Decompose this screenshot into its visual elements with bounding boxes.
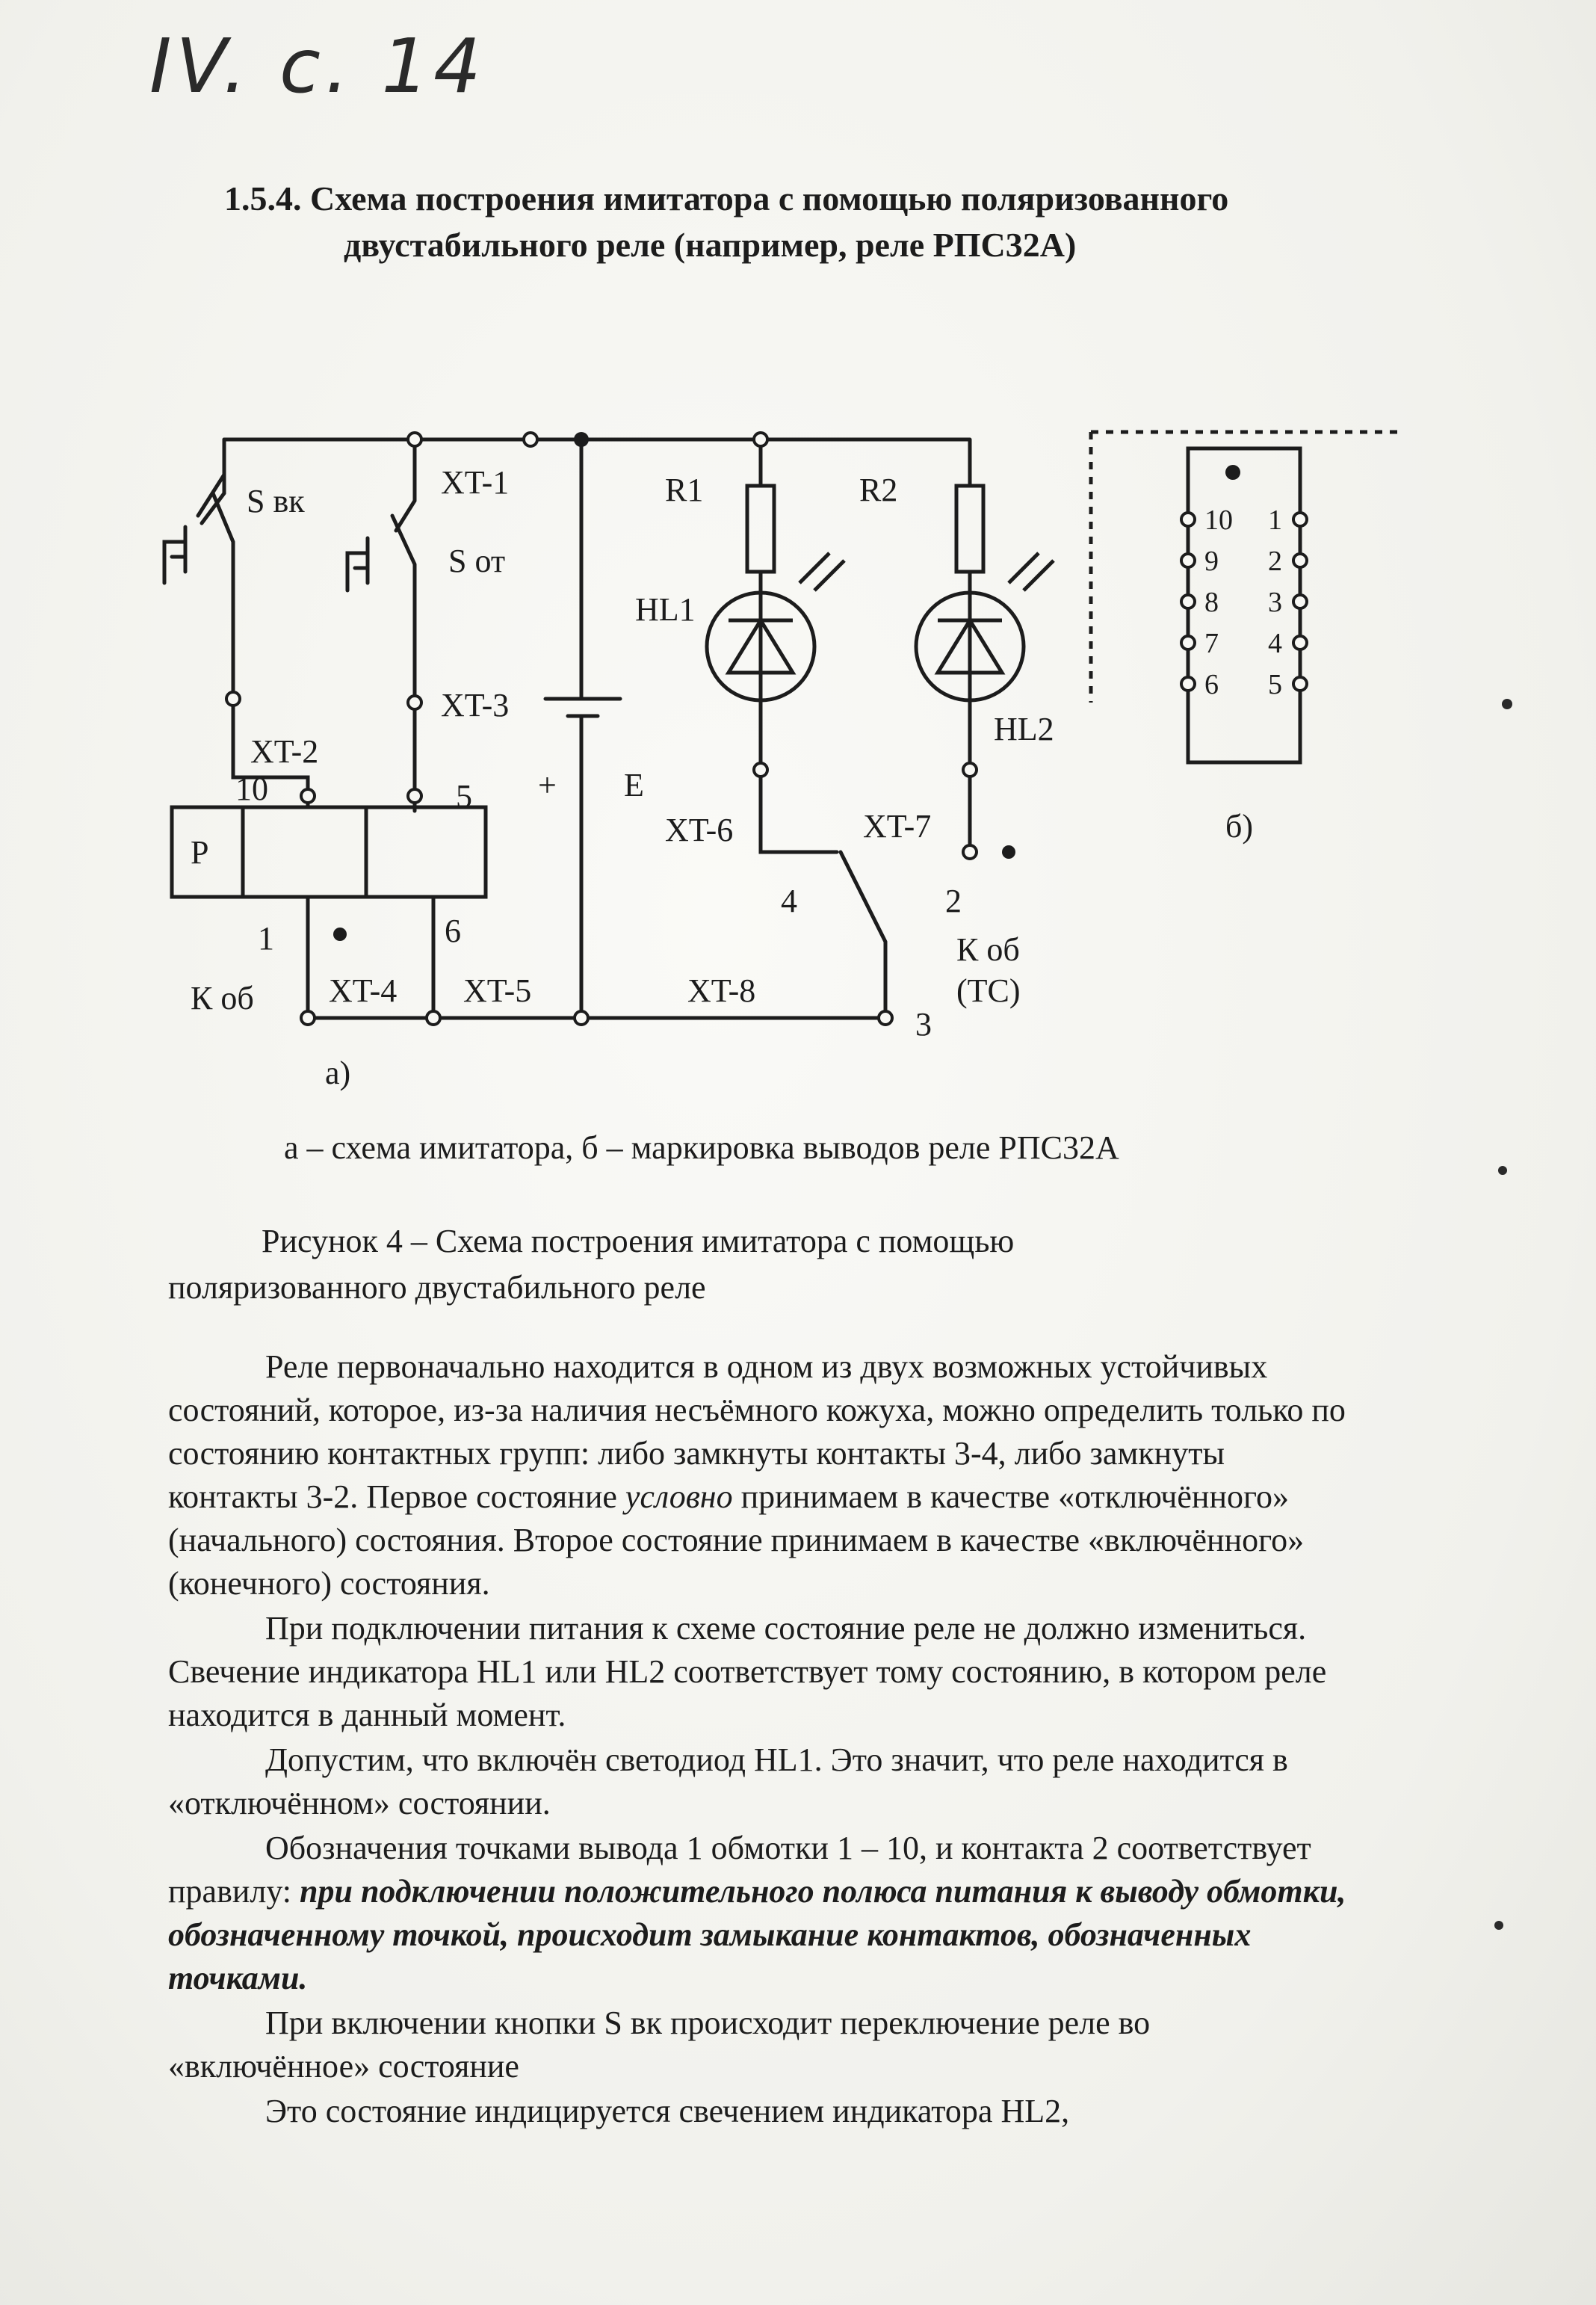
label-pin-5: 5: [456, 778, 472, 815]
label-r1: R1: [665, 472, 704, 508]
label-xt1: XT-1: [441, 464, 510, 501]
paragraph-2: При подключении питания к схеме состояние реле не должно измениться. Свечение индикатора HL1 или HL2 соответствует тому состоянию, в котором реле находится в данный момент.: [168, 1610, 1327, 1733]
pin-left-3: 8: [1204, 587, 1219, 618]
label-relay-p: P: [191, 834, 209, 871]
pin-left-1: 10: [1204, 504, 1233, 536]
s-ot-actuator: [347, 538, 368, 590]
section-title-line1: 1.5.4. Схема построения имитатора с помощью поляризованного: [224, 179, 1229, 217]
figure-title-line2: поляризованного двустабильного реле: [168, 1269, 706, 1306]
label-tc: (TC): [956, 972, 1021, 1009]
scan-speck: [1494, 1921, 1503, 1930]
paragraph-1-text-end: принимаем в качестве «отключённого» (начального) состояния. Второе состояние принимаем в качестве «включённого» (конечного) состояния.: [168, 1478, 1305, 1602]
paragraph-1-text: Реле первоначально находится в одном из двух возможных устойчивых состояний, которое, из-за наличия несъёмного кожуха, можно определить только по состоянию контактных групп: либо замкнуты контакты 3-4, либо замкнуты контакты 3-2. Первое состояние: [168, 1348, 1346, 1515]
label-k-ob-left: К об: [191, 980, 254, 1016]
handwritten-note: IV. c. 14: [149, 22, 486, 110]
label-xt8: XT-8: [687, 972, 756, 1009]
label-b: б): [1225, 808, 1254, 845]
pin-left-5: 6: [1204, 669, 1219, 700]
paragraph-5: При включении кнопки S вк происходит переключение реле во «включённое» состояние: [168, 2005, 1151, 2085]
s-ot-contact-wire: [392, 516, 415, 703]
circuit-schematic: [149, 404, 1405, 1106]
relay-body: [172, 807, 486, 897]
resistor-r1: [747, 486, 774, 572]
led-hl1-icon: [707, 553, 844, 700]
led-hl2-icon: [916, 553, 1054, 700]
relay-pinout: [1091, 432, 1405, 762]
label-k-ob-right: К об: [956, 931, 1020, 968]
paragraph-4: [168, 1827, 1349, 2000]
figure-title-line1: Рисунок 4 – Схема построения имитатора с помощью: [262, 1223, 1015, 1259]
label-xt4: XT-4: [329, 972, 398, 1009]
label-r2: R2: [859, 472, 898, 508]
label-xt5: XT-5: [463, 972, 532, 1009]
pin-right-4: 4: [1268, 628, 1282, 659]
pin-right-2: 2: [1268, 546, 1282, 577]
label-s-vk: S вк: [247, 483, 305, 519]
label-s-ot: S от: [448, 543, 506, 579]
pin-left-2: 9: [1204, 546, 1219, 577]
s-vk-contact-wire: [213, 493, 233, 699]
label-pin-2: 2: [945, 883, 962, 919]
scan-speck: [1498, 1166, 1507, 1175]
label-pin-10: 10: [235, 771, 268, 807]
paragraph-4-rule: при подключении положительного полюса питания к выводу обмотки, обозначенному точкой, происходит замыкание контактов, обозначенных точками.: [168, 1873, 1346, 1996]
label-a: а): [325, 1055, 351, 1091]
resistor-r2: [956, 486, 983, 572]
label-pin-3: 3: [915, 1006, 932, 1043]
s-ot-wire: [396, 439, 415, 531]
paragraph-1-emphasis: условно: [625, 1478, 733, 1515]
pin-right-5: 5: [1268, 669, 1282, 700]
paragraph-1: [168, 1345, 1349, 1605]
label-xt7: XT-7: [863, 808, 932, 845]
battery-wire: [545, 439, 620, 1018]
section-title: [224, 176, 1420, 268]
scan-speck: [1502, 699, 1512, 709]
paragraph-6: Это состояние индицируется свечением индикатора HL2,: [265, 2093, 1070, 2129]
label-hl2: HL2: [994, 711, 1054, 747]
xt6-wire: [761, 770, 837, 852]
label-xt6: XT-6: [665, 812, 734, 848]
paragraph-4-text: Обозначения точками вывода 1 обмотки 1 – 10, и контакта 2 соответствует правилу:: [168, 1830, 1311, 1910]
label-xt2: XT-2: [250, 733, 319, 770]
label-pin-4: 4: [781, 883, 797, 919]
label-xt3: XT-3: [441, 687, 510, 723]
label-pin-6: 6: [445, 913, 461, 949]
contact-arm: [841, 852, 885, 1016]
figure-caption: а – схема имитатора, б – маркировка выводов реле РПС32А: [284, 1129, 1119, 1166]
section-title-line2: двустабильного реле (например, реле РПС32А): [344, 226, 1077, 264]
s-vk-actuator: [164, 527, 185, 583]
pin-left-4: 7: [1204, 628, 1219, 659]
label-plus: +: [538, 767, 557, 803]
paragraph-3: Допустим, что включён светодиод HL1. Это значит, что реле находится в «отключённом» состоянии.: [168, 1741, 1288, 1821]
body-text: [168, 1345, 1349, 2133]
label-pin-1: 1: [258, 920, 274, 957]
label-e: E: [624, 767, 644, 803]
pin-right-1: 1: [1268, 504, 1282, 536]
figure-title: [168, 1218, 1438, 1311]
pin-right-3: 3: [1268, 587, 1282, 618]
label-hl1: HL1: [635, 591, 696, 628]
